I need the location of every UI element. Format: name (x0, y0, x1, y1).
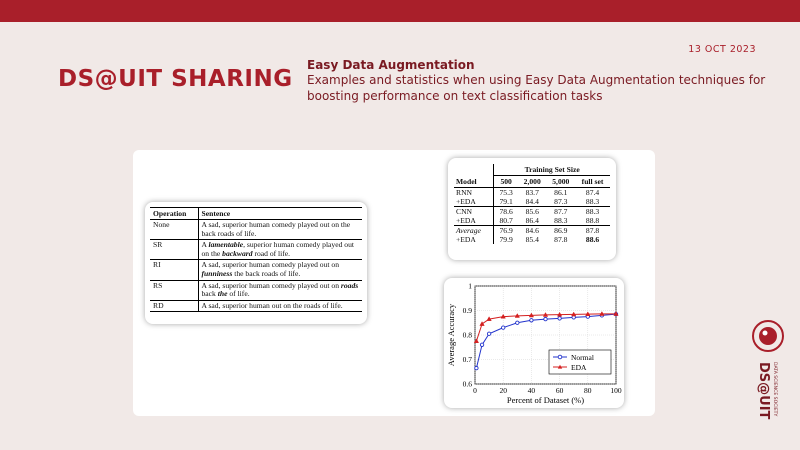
sentence-text: of life. (227, 289, 250, 299)
training-cell: Average (454, 226, 494, 236)
augmented-word: backward (222, 248, 253, 258)
logo-highlight (763, 331, 768, 336)
x-tick-label: 20 (499, 386, 507, 395)
sentence-cell (198, 220, 362, 240)
top-bar (0, 0, 800, 22)
dsuit-logo (746, 318, 790, 442)
sentence-text: road of life. (252, 248, 291, 258)
training-cell: +EDA (454, 235, 494, 244)
data-point-normal (502, 326, 505, 329)
legend-label: EDA (571, 362, 587, 372)
operation-cell: RD (150, 300, 198, 312)
training-cell: 88.8 (585, 216, 600, 225)
sentence-cell (198, 280, 362, 300)
legend-marker (558, 355, 562, 359)
y-axis-label: Average Accuracy (446, 303, 456, 367)
data-point-normal (516, 321, 519, 324)
training-cell: +EDA (454, 197, 494, 207)
training-cell: 75.3 (499, 188, 513, 197)
training-cell: 80.7 (499, 216, 513, 225)
operation-cell: None (150, 220, 198, 240)
sentence-text: A sad, superior human comedy played out on the back roads of life. (201, 220, 351, 238)
training-row (454, 235, 610, 244)
training-cell: 86.1 (554, 188, 568, 197)
data-point-normal (530, 319, 533, 322)
training-header-cell: 500 (500, 177, 512, 186)
training-cell: 84.6 (518, 226, 547, 236)
training-cell: 87.4 (585, 188, 600, 197)
training-cell: 88.6 (585, 235, 600, 244)
sentence-cell (198, 240, 362, 260)
training-cell: 76.9 (494, 226, 518, 236)
augmented-word: lamentable (208, 240, 244, 250)
data-point-normal (558, 317, 561, 320)
training-cell: 87.8 (575, 226, 610, 236)
operation-row (150, 280, 362, 300)
training-row (454, 216, 610, 226)
training-cell: 84.4 (525, 197, 539, 206)
augmented-word: funniness (201, 268, 233, 278)
x-tick-label: 80 (584, 386, 592, 395)
operation-row (150, 260, 362, 280)
augmented-word: roads (340, 280, 359, 290)
training-header-cell: full set (581, 177, 604, 186)
accuracy-chart (444, 278, 624, 408)
training-cell: +EDA (454, 216, 494, 226)
training-cell: 86.9 (547, 226, 576, 236)
operation-row (150, 300, 362, 312)
operation-row (150, 240, 362, 260)
training-header-cell: 2,000 (523, 177, 541, 186)
sentence-text: A sad, superior human comedy played out on (201, 280, 341, 290)
sentence-cell (198, 300, 362, 312)
y-tick-label: 0.7 (462, 355, 472, 364)
x-tick-label: 100 (610, 386, 622, 395)
training-cell: 83.7 (525, 188, 539, 197)
y-tick-label: 0.9 (462, 306, 472, 315)
training-cell: 85.6 (518, 207, 547, 217)
data-point-eda (480, 322, 484, 326)
operation-row (150, 220, 362, 240)
data-point-normal (475, 366, 478, 369)
training-row (454, 207, 610, 217)
training-cell: 87.8 (554, 235, 568, 244)
augmented-word: the (217, 289, 228, 299)
operation-cell: SR (150, 240, 198, 260)
training-cell: RNN (454, 188, 494, 198)
operations-table-card (145, 202, 367, 324)
data-point-normal (487, 332, 490, 335)
training-cell: 79.1 (499, 197, 513, 206)
training-row (454, 226, 610, 236)
training-table-card (448, 158, 616, 260)
operation-cell: RS (150, 280, 198, 300)
training-row (454, 197, 610, 207)
training-cell: 88.3 (585, 197, 600, 206)
brand-title: DS@UIT SHARING (58, 66, 293, 92)
legend-label: Normal (571, 352, 594, 362)
y-tick-label: 0.6 (462, 379, 472, 389)
training-cell: 79.9 (499, 235, 513, 244)
subtitle-block (307, 58, 767, 104)
training-cell: 88.3 (575, 207, 610, 217)
training-super-header: Training Set Size (494, 164, 610, 176)
y-tick-label: 1 (468, 281, 472, 291)
training-table (454, 164, 610, 244)
training-cell: 86.4 (525, 216, 539, 225)
slide-description: Examples and statistics when using Easy Data Augmentation techniques for boosting performance on text classification tasks (307, 73, 766, 103)
training-cell: 85.4 (525, 235, 539, 244)
x-tick-label: 0 (473, 386, 477, 395)
training-header-cell: 5,000 (552, 177, 570, 186)
logo-subtitle: DATA SCIENCE SOCIETY (772, 362, 777, 417)
logo-core (759, 327, 777, 345)
sentence-text: , superior human comedy played out on the (201, 240, 354, 258)
training-cell: 87.7 (547, 207, 576, 217)
sentence-text: the back roads of life. (232, 268, 301, 278)
training-row (454, 188, 610, 198)
accuracy-chart-card (444, 278, 624, 408)
slide-heading: Easy Data Augmentation (307, 58, 475, 72)
y-tick-label: 0.8 (462, 330, 472, 340)
sentence-text: A sad, superior human out on the roads of life. (201, 300, 343, 310)
training-cell: 78.6 (494, 207, 518, 217)
x-tick-label: 40 (527, 386, 536, 395)
header-operation: Operation (150, 208, 198, 220)
training-cell: CNN (454, 207, 494, 217)
operations-table (150, 207, 362, 312)
sentence-text: A (201, 240, 209, 250)
training-cell: 88.3 (554, 216, 568, 225)
sentence-cell (198, 260, 362, 280)
x-tick-label: 60 (555, 386, 564, 395)
training-header-cell: Model (454, 176, 494, 188)
x-axis-label: Percent of Dataset (%) (506, 395, 585, 405)
data-point-normal (544, 317, 547, 320)
sentence-text: back (201, 289, 218, 299)
date-label: 13 OCT 2023 (688, 44, 756, 55)
logo-text-group (756, 362, 778, 420)
logo-wordmark: DS@UIT (756, 362, 771, 420)
data-point-normal (480, 343, 483, 346)
sentence-text: A sad, superior human comedy played out on (201, 260, 340, 270)
operation-cell: RI (150, 260, 198, 280)
header-sentence: Sentence (198, 208, 362, 220)
training-cell: 87.3 (554, 197, 568, 206)
